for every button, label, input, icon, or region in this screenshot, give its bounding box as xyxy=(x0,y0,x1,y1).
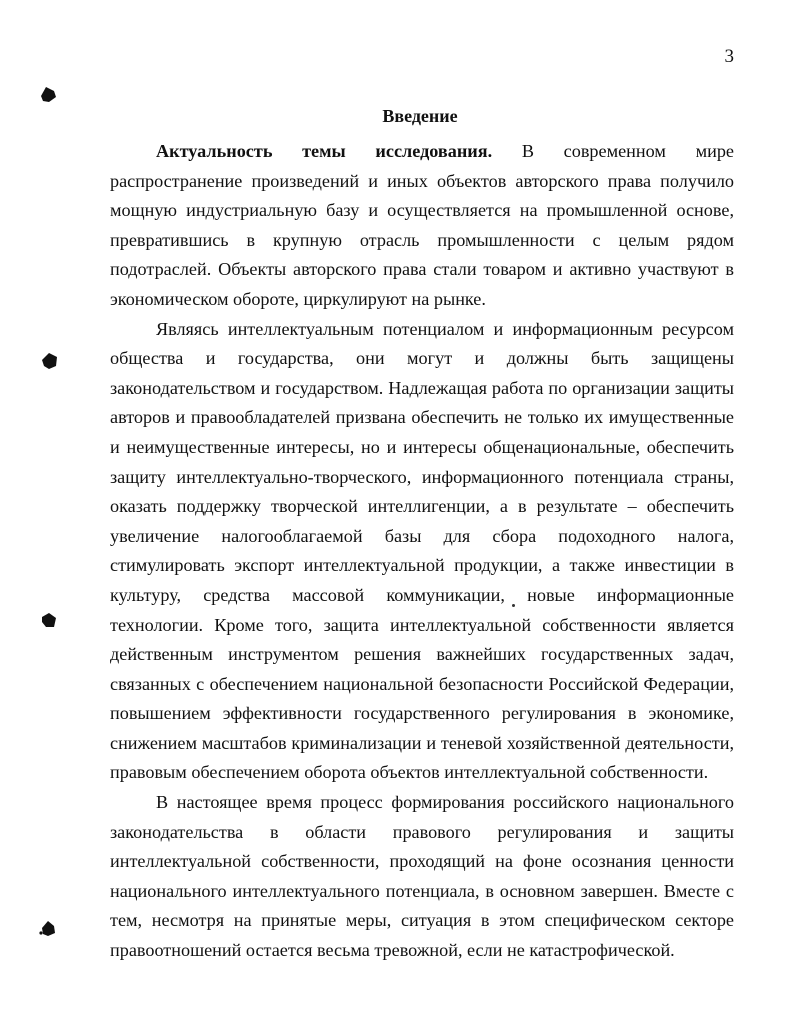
paragraph-1 xyxy=(110,137,734,315)
document-body xyxy=(110,137,734,966)
paragraph-3: В настоящее время процесс формирования российского национального законодательства в области правового регулирования и защиты интеллектуальной собственности, проходящий на фоне осознания ценности национального интеллектуального потенциала, в основном завершен. Вместе с тем, несмотря на принятые меры, ситуация в этом специфическом секторе правоотношений остается весьма тревожной, если не катастрофической. xyxy=(110,792,734,961)
punch-hole-mark-2 xyxy=(40,351,60,371)
paragraph-2: Являясь интеллектуальным потенциалом и информационным ресурсом общества и государства, они могут и должны быть защищены законодательством и государством. Надлежащая работа по организации защиты авторов и правообладателей призвана обеспечить не только их имущественные и неимущественные интересы, но и интересы общенациональные, обеспечить защиту интеллектуально-творческого, информационного потенциала страны, оказать поддержку творческой интеллигенции, а в результате – обеспечить увеличение налогооблагаемой базы для сбора подоходного налога, стимулировать экспорт интеллектуальной продукции, а также инвестиции в культуру, средства массовой коммуникации, новые информационные технологии. Кроме того, защита интеллектуальной собственности является действенным инструментом решения важнейших государственных задач, связанных с обеспечением национальной безопасности Российской Федерации, повышением эффективности государственного регулирования в экономике, снижением масштабов криминализации и теневой хозяйственной деятельности, правовым обеспечением оборота объектов интеллектуальной собственности. xyxy=(110,318,734,783)
punch-hole-mark-4 xyxy=(38,918,58,938)
heading: Введение xyxy=(382,106,458,126)
paragraph-lead: Актуальность темы исследования. xyxy=(156,141,493,161)
punch-hole-mark-3 xyxy=(39,610,59,630)
page-number: 3 xyxy=(724,46,734,67)
punch-hole-mark-1 xyxy=(38,84,58,104)
paragraph-text: В современном мире распространение произведений и иных объектов авторского права получило мощную индустриальную базу и осуществляется на промышленной основе, превратившись в крупную отрасль промышленности с целым рядом подотраслей. Объекты авторского права стали товаром и активно участвуют в экономическом обороте, циркулируют на рынке. xyxy=(110,141,734,309)
